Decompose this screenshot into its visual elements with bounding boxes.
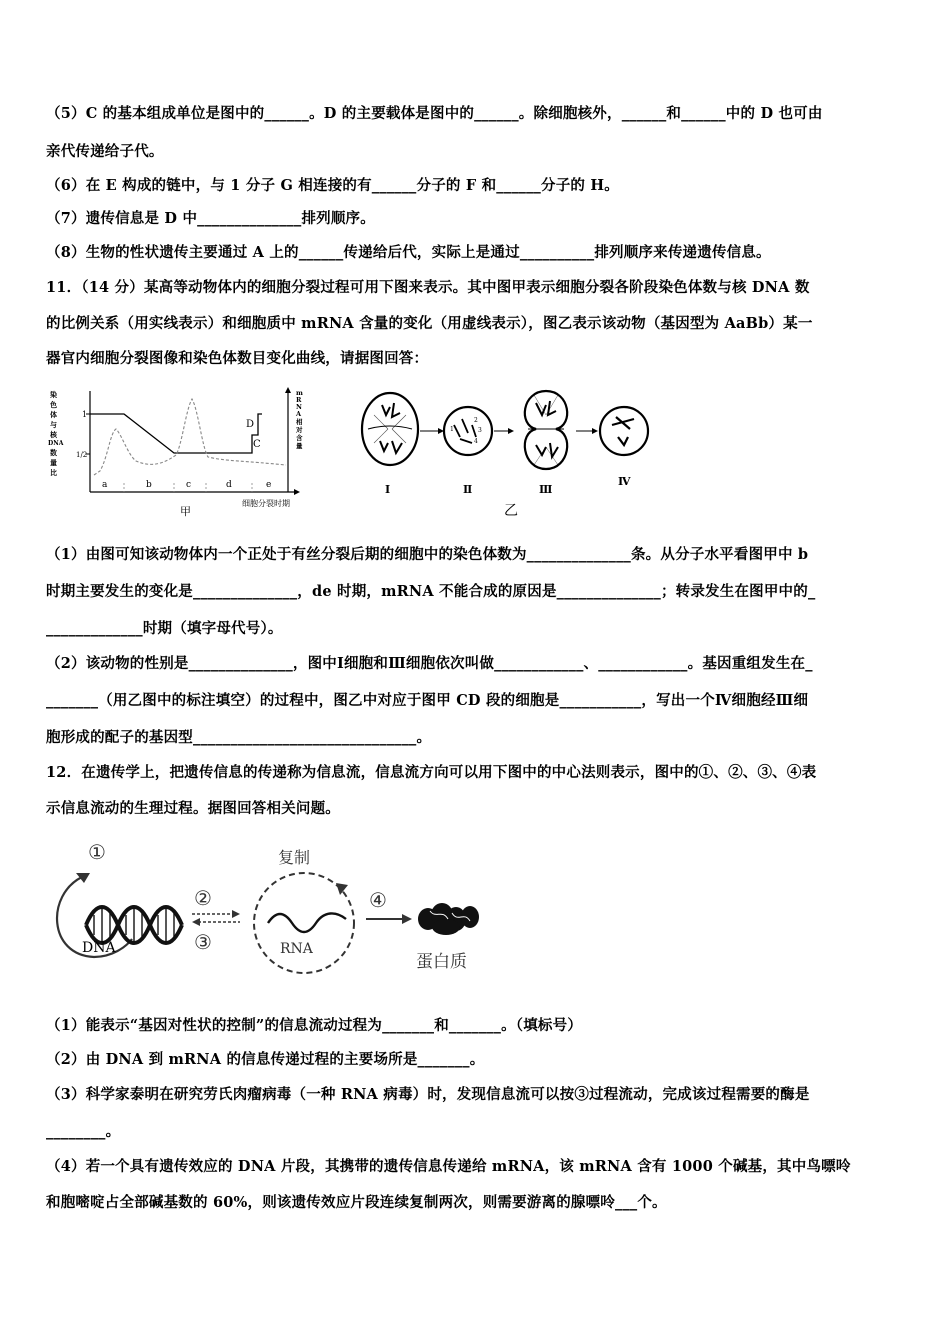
text-line-8: 器官内细胞分裂图像和染色体数目变化曲线，请据图回答： <box>46 350 429 367</box>
ylabel-right-0: m <box>296 389 303 397</box>
text-line-18: （2）由 DNA 到 mRNA 的信息传递过程的主要场所是_______。 <box>46 1051 485 1068</box>
ylabel-right-6: 含 <box>296 434 303 442</box>
ylabel-right-7: 量 <box>296 442 303 450</box>
ylabel-left-8: 比 <box>50 468 57 477</box>
figure-central-dogma <box>46 835 496 980</box>
text-line-22: 和胞嘧啶占全部碱基数的 60%，则该遗传效应片段连续复制两次，则需要游离的腺嘌呤___个。 <box>46 1194 667 1211</box>
question-12-stem: 12．在遗传学上，把遗传信息的传递称为信息流，信息流方向可以用下图中的中心法则表示，图中的①、②、③、④表 <box>46 764 817 781</box>
segment-d: d <box>226 480 232 490</box>
ylabel-left-1: 色 <box>50 400 57 409</box>
text-line-16: 示信息流动的生理过程。据图回答相关问题。 <box>46 800 340 817</box>
segment-e: e <box>266 480 272 490</box>
dna-label: DNA <box>82 940 116 956</box>
cell-I-image <box>362 393 418 465</box>
ylabel-left-6: 数 <box>50 448 57 457</box>
text-line-7: 的比例关系（用实线表示）和细胞质中 mRNA 含量的变化（用虚线表示），图乙表示该动物（基因型为 AaBb）某一 <box>46 315 813 332</box>
text-line-19: （3）科学家泰明在研究劳氏肉瘤病毒（一种 RNA 病毒）时，发现信息流可以按③过程流动，完成该过程需要的酶是 <box>46 1086 810 1103</box>
process-4-label: ④ <box>369 888 387 912</box>
text-line-13: _______（用乙图中的标注填空）的过程中，图乙中对应于图甲 CD 段的细胞是___________，写出一个Ⅳ细胞经Ⅲ细 <box>46 692 809 709</box>
text-line-12: （2）该动物的性别是______________，图中Ⅰ细胞和Ⅲ细胞依次叫做____________、____________。基因重组发生在_ <box>46 655 813 672</box>
ylabel-left-0: 染 <box>50 390 57 399</box>
svg-text:2: 2 <box>474 417 478 424</box>
cell-label-IV: Ⅳ <box>618 475 631 488</box>
rna-label: RNA <box>280 941 313 957</box>
ylabel-left-5: DNA <box>48 440 64 447</box>
cell-label-I: Ⅰ <box>385 483 391 496</box>
process-2-label: ② <box>194 886 212 910</box>
x-axis-label: 细胞分裂时期 <box>242 499 290 508</box>
text-line-11: _____________时期（填字母代号）。 <box>46 620 283 637</box>
ylabel-right-5: 对 <box>296 426 303 434</box>
cell-II-image <box>444 407 492 455</box>
cell-label-II: Ⅱ <box>463 483 473 496</box>
cell-label-III: Ⅲ <box>539 483 553 496</box>
ylabel-left-7: 量 <box>50 458 57 467</box>
text-line-20: ________。 <box>46 1123 121 1140</box>
caption-jia: 甲 <box>180 505 191 518</box>
ylabel-right-1: R <box>296 396 302 404</box>
text-line-14: 胞形成的配子的基因型______________________________。 <box>46 729 432 746</box>
caption-yi: 乙 <box>504 503 518 519</box>
ylabel-left-2: 体 <box>50 410 57 419</box>
replication-label: 复制 <box>278 848 311 867</box>
y-tick-half: 1/2 <box>76 451 88 459</box>
label-C: C <box>253 439 261 450</box>
dna-helix <box>86 907 182 943</box>
cell-IV-image <box>600 407 648 455</box>
ratio-solid-line <box>90 414 262 453</box>
figure-yi-cells <box>356 385 656 520</box>
text-line-17: （1）能表示“基因对性状的控制”的信息流动过程为_______和_______。（填标号） <box>46 1017 583 1034</box>
ylabel-right-4: 相 <box>296 418 303 426</box>
protein-label: 蛋白质 <box>416 952 467 972</box>
ylabel-left-3: 与 <box>50 420 57 429</box>
segment-a: a <box>102 480 108 490</box>
figure-jia-graph <box>46 385 316 520</box>
rna-strand <box>268 913 346 932</box>
svg-text:1: 1 <box>450 426 454 433</box>
segment-c: c <box>186 480 192 490</box>
text-line-21: （4）若一个具有遗传效应的 DNA 片段，其携带的遗传信息传递给 mRNA，该 mRNA 含有 1000 个碱基，其中鸟嘌呤 <box>46 1158 851 1175</box>
question-11-stem: 11．（14 分）某高等动物体内的细胞分裂过程可用下图来表示。其中图甲表示细胞分裂各阶段染色体数与核 DNA 数 <box>46 279 810 296</box>
segment-b: b <box>146 480 152 490</box>
cell-III-image <box>525 391 567 469</box>
protein-blob <box>418 903 479 935</box>
label-D: D <box>246 419 255 430</box>
text-line-1: （5）C 的基本组成单位是图中的______。D 的主要载体是图中的______。除细胞核外，______和______中的 D 也可由 <box>46 105 823 122</box>
ylabel-right-2: N <box>296 403 302 411</box>
process-1-label: ① <box>88 840 106 864</box>
ylabel-left-4: 核 <box>50 430 57 439</box>
process-3-label: ③ <box>194 930 212 954</box>
text-line-3: （6）在 E 构成的链中，与 1 分子 G 相连接的有______分子的 F 和______分子的 H。 <box>46 177 619 194</box>
text-line-4: （7）遗传信息是 D 中______________排列顺序。 <box>46 210 375 227</box>
ylabel-right-3: A <box>296 410 302 418</box>
text-line-5: （8）生物的性状遗传主要通过 A 上的______传递给后代，实际上是通过__________排列顺序来传递遗传信息。 <box>46 244 771 261</box>
svg-text:3: 3 <box>478 427 482 434</box>
text-line-9: （1）由图可知该动物体内一个正处于有丝分裂后期的细胞中的染色体数为______________条。从分子水平看图甲中 b <box>46 546 809 563</box>
y-tick-1: 1 <box>82 410 88 419</box>
svg-text:4: 4 <box>474 438 478 445</box>
text-line-10: 时期主要发生的变化是______________，de 时期，mRNA 不能合成的原因是______________；转录发生在图甲中的_ <box>46 583 816 600</box>
text-line-2: 亲代传递给子代。 <box>46 143 164 160</box>
mrna-dashed-curve <box>94 399 286 475</box>
